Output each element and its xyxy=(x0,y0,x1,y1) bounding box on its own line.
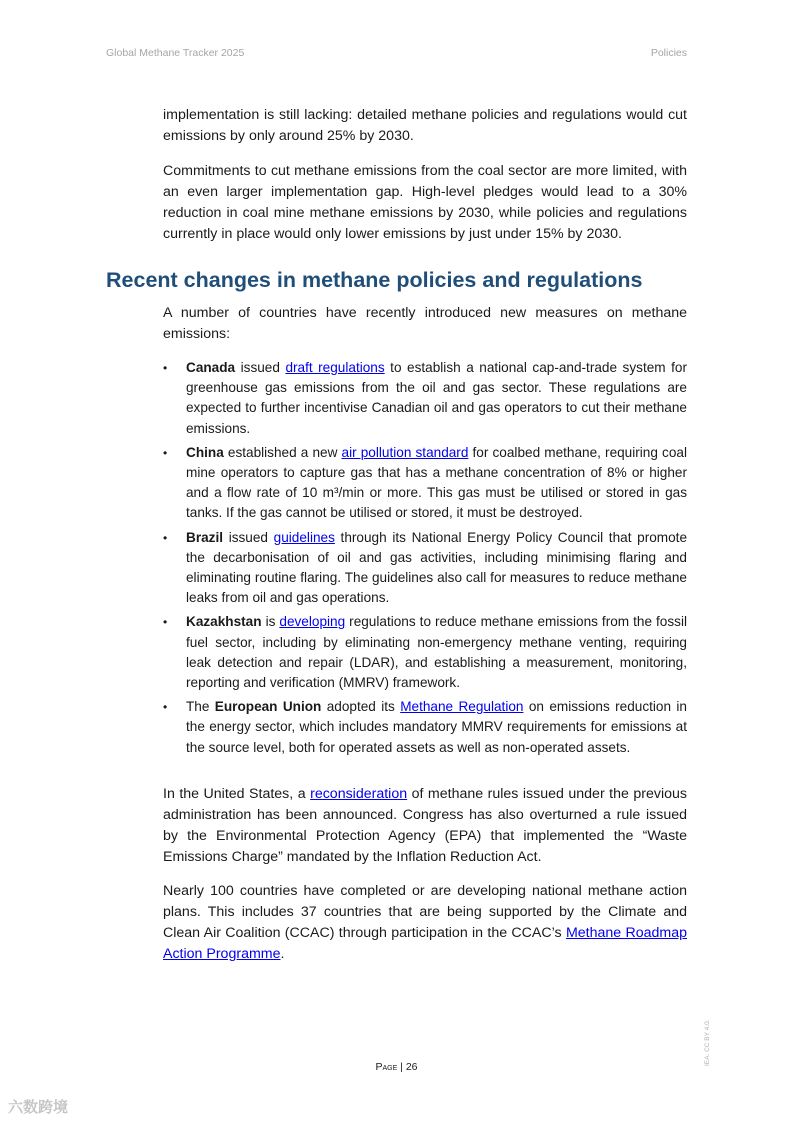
bullet-kazakhstan xyxy=(163,612,687,693)
bullet-china xyxy=(163,443,687,524)
link-methane-regulation[interactable]: Methane Regulation xyxy=(400,699,524,715)
bullet-marker: • xyxy=(163,700,168,715)
link-air-pollution-standard[interactable]: air pollution standard xyxy=(341,444,469,460)
bullet-text: to establish a national cap-and-trade system for greenhouse gas emissions from the oil and gas sector. These regulations are expected to further incentivise Canadian oil and gas operators to cut their methane emissions. xyxy=(186,360,687,436)
bullet-brazil xyxy=(163,528,687,609)
running-header-title: Global Methane Tracker 2025 xyxy=(106,47,245,59)
country-name: China xyxy=(186,444,224,460)
bullet-text: The xyxy=(186,699,215,715)
page-footer xyxy=(0,1061,793,1073)
paragraph-intro: A number of countries have recently introduced new measures on methane emissions: xyxy=(163,305,687,342)
country-name: Brazil xyxy=(186,529,224,545)
bullet-text: regulations to reduce methane emissions from the fossil fuel sector, including by eliminating non-emergency methane venting, requiring leak detection and repair (LDAR), and establishing a measurement, monitoring, reporting and verification (MMRV) framework. xyxy=(186,614,687,691)
bullet-text: established a new xyxy=(223,444,342,460)
bullet-text: on emissions reduction in the energy sector, which includes mandatory MMRV requirements for emissions at the source level, both for operated assets as well as non-operated assets. xyxy=(186,699,687,755)
country-name: European Union xyxy=(214,699,322,715)
bullet-text: adopted its xyxy=(321,699,401,715)
bullet-european-union xyxy=(163,697,687,758)
bullet-text: through its National Energy Policy Council that promote the decarbonisation of oil and gas activities, including minimising flaring and eliminating routine flaring. The guidelines also call for measures to reduce methane leaks from oil and gas operations. xyxy=(186,529,687,606)
country-name: Kazakhstan xyxy=(186,614,262,630)
country-name: Canada xyxy=(186,360,236,375)
paragraph-text: Nearly 100 countries have completed or are developing national methane action plans. This includes 37 countries that are being supported by the Climate and Clean Air Coalition (CCAC) through participation in the CCAC’s xyxy=(163,883,687,941)
link-developing[interactable]: developing xyxy=(279,614,346,630)
bullet-marker: • xyxy=(163,530,168,545)
page-separator: | xyxy=(397,1061,406,1073)
running-header-section: Policies xyxy=(650,47,687,59)
bullet-marker: • xyxy=(163,445,168,460)
bullet-text: issued xyxy=(235,360,286,375)
watermark: 六数跨境 xyxy=(8,1099,69,1116)
link-guidelines[interactable]: guidelines xyxy=(273,529,335,545)
bullet-text: is xyxy=(261,614,280,630)
page-number: 26 xyxy=(405,1061,418,1073)
policy-bullet-list xyxy=(163,358,687,762)
paragraph-text: In the United States, a xyxy=(163,786,311,802)
paragraph-text: of methane rules issued under the previous administration has been announced. Congress has also overturned a rule issued by the Environmental Protection Agency (EPA) that implemented the “Waste Emissions Charge” mandated by the Inflation Reduction Act. xyxy=(163,786,687,865)
license-note: IEA. CC BY 4.0. xyxy=(704,1019,711,1066)
section-heading: Recent changes in methane policies and regulations xyxy=(106,268,643,292)
link-methane-roadmap[interactable]: Methane Roadmap Action Programme xyxy=(163,925,688,962)
link-reconsideration[interactable]: reconsideration xyxy=(310,786,408,802)
paragraph-coal-commitments: Commitments to cut methane emissions from the coal sector are more limited, with an even larger implementation gap. High-level pledges would lead to a 30% reduction in coal mine methane emissions by 2030, while policies and regulations currently in place would only lower emissions by just under 15% by 2030. xyxy=(163,163,687,242)
bullet-canada xyxy=(163,358,687,439)
bullet-marker: • xyxy=(163,615,168,630)
paragraph-action-plans xyxy=(163,881,687,965)
bullet-text: issued xyxy=(223,529,274,545)
page-label: Page xyxy=(375,1061,398,1073)
paragraph-united-states xyxy=(163,784,687,868)
paragraph-implementation: implementation is still lacking: detailed methane policies and regulations would cut emissions by only around 25% by 2030. xyxy=(163,107,687,144)
bullet-marker: • xyxy=(163,361,168,375)
bullet-text: for coalbed methane, requiring coal mine operators to capture gas that has a methane concentration of 8% or higher and a flow rate of 10 m³/min or more. This gas must be utilised or stored in gas tanks. If the gas cannot be utilised or stored, it must be destroyed. xyxy=(186,444,687,521)
link-draft-regulations[interactable]: draft regulations xyxy=(285,360,385,375)
paragraph-text: . xyxy=(280,946,285,962)
